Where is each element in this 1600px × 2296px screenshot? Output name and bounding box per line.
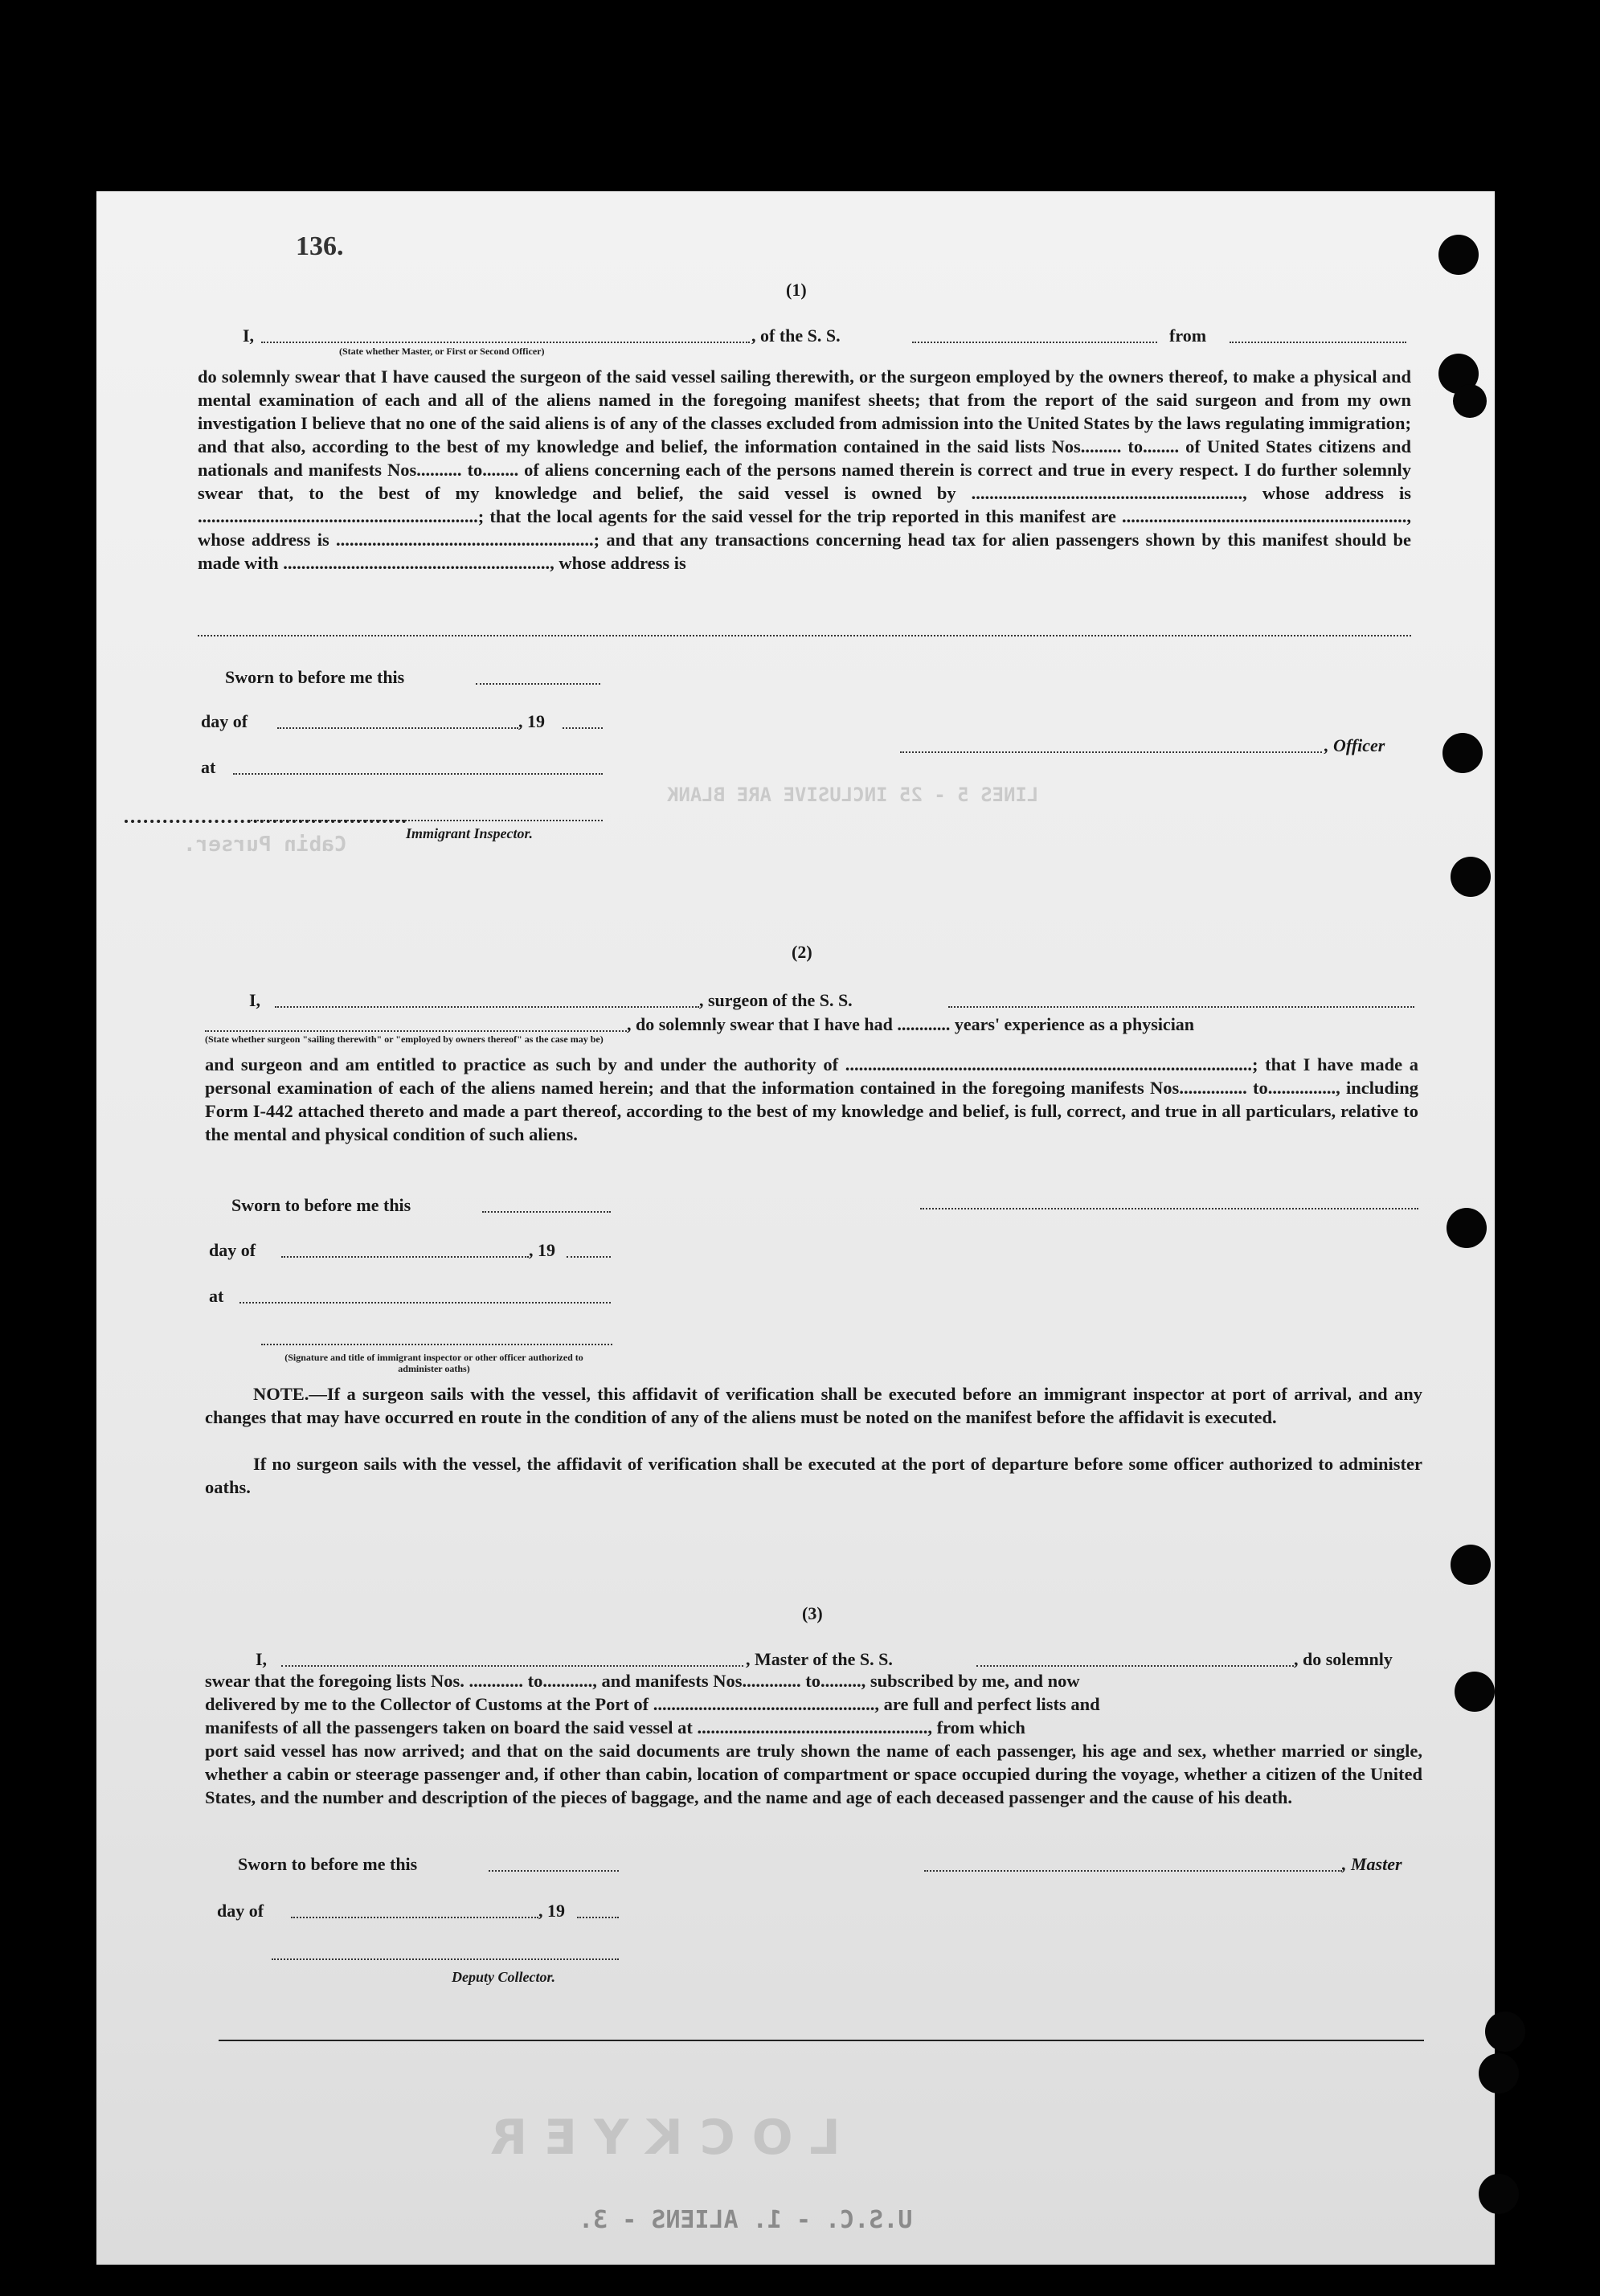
punch-hole [1453,384,1487,418]
day-of-label: day of [201,711,248,731]
surgeon-signature-field[interactable] [920,1208,1418,1209]
field-hint: (State whether surgeon "sailing therewith" or "employed by owners thereof" as the case may be) [205,1033,604,1045]
year-field[interactable] [577,1917,619,1918]
surgeon-of-label: , surgeon of the S. S. [699,990,853,1010]
section-number: (3) [802,1603,823,1623]
payee-address-field[interactable] [198,635,1411,636]
sworn-date-field[interactable] [476,683,600,685]
inspector-signature-field[interactable] [261,1344,612,1345]
year-field[interactable] [567,1256,611,1258]
officer-label: , Officer [1324,735,1385,755]
section-number: (2) [792,942,812,962]
year-label: , 19 [529,1240,555,1260]
surgeon-vessel-field[interactable] [948,1006,1414,1008]
master-prefix: I, [256,1649,268,1669]
inspector-label: Immigrant Inspector. [406,825,534,841]
master-label: , Master [1342,1854,1402,1874]
day-month-field[interactable] [281,1256,529,1258]
punch-hole [1451,857,1491,897]
master-name-field[interactable] [281,1665,743,1667]
punch-hole [1479,2053,1519,2093]
sworn-date-field[interactable] [482,1211,611,1213]
day-month-field[interactable] [291,1917,538,1918]
year-label: , 19 [518,711,545,731]
section3-oath-line: delivered by me to the Collector of Customs at the Port of ................................................., are full and perfect lists and [205,1694,1100,1714]
punch-hole [1438,235,1479,275]
master-vessel-field[interactable] [976,1665,1294,1667]
punch-hole [1485,2012,1525,2052]
section2-oath-text: and surgeon and am entitled to practice as such by and under the authority of ..........................................................................................; that I have made a personal examination of each of the aliens named herein; and that the information contained in the foregoing manifests Nos............... to..............., including Form I-442 attached thereto and made a part thereof, according to the best of my knowledge and belief, is full, correct, and true in all particulars, relative to the mental and physical condition of such aliens. [205,1054,1418,1144]
bleed-through-text: U.S.C. - 1. ALIENS - 3. [579,2206,913,2234]
sworn-label: Sworn to before me this [225,667,405,687]
place-field[interactable] [239,1302,611,1304]
surgeon-name-field[interactable] [275,1006,699,1008]
day-of-label: day of [217,1901,264,1921]
day-month-field[interactable] [277,727,518,729]
punch-hole [1479,2174,1519,2214]
bleed-through-text: LINES 5 - 25 INCLUSIVE ARE BLANK [667,784,1039,806]
at-label: at [201,757,216,777]
place-field[interactable] [233,773,603,775]
punch-hole [1442,733,1483,773]
sworn-date-field[interactable] [489,1870,619,1872]
solemnly-label: , do solemnly [1294,1649,1393,1669]
deputy-signature-field[interactable] [272,1958,619,1960]
declarant-prefix: I, [243,325,255,346]
from-port-field[interactable] [1230,342,1406,343]
faint-stamp: L O C K Y E R [490,2110,841,2166]
punch-hole [1455,1672,1495,1712]
note-paragraph: If no surgeon sails with the vessel, the affidavit of verification shall be executed at the port of departure before some officer authorized to administer oaths. [205,1454,1422,1497]
section3-oath-line: manifests of all the passengers taken on board the said vessel at ..................................................., from which [205,1717,1025,1737]
surgeon-experience-text: , do solemnly swear that I have had ............ years' experience as a physician [627,1014,1195,1034]
surgeon-status-field[interactable] [205,1030,627,1032]
manifest-number: 136. [296,231,344,261]
year-label: , 19 [538,1901,565,1921]
master-signature-field[interactable] [924,1870,1342,1872]
field-hint: (State whether Master, or First or Second Officer) [339,346,545,357]
sworn-label: Sworn to before me this [231,1195,411,1215]
bleed-through-text: Cabin Purser. [183,833,347,857]
officer-name-field[interactable] [261,342,750,343]
note-paragraph: NOTE.—If a surgeon sails with the vessel, this affidavit of verification shall be executed before an immigrant inspector at port of arrival, and any changes that may have occurred en route in the condition of any of the aliens must be noted on the manifest before the affidavit is executed. [205,1384,1422,1427]
signature-hint: (Signature and title of immigrant inspector or other officer authorized to administer oaths) [284,1352,583,1374]
leader-dots [125,820,406,823]
year-field[interactable] [563,727,603,729]
vessel-name-field[interactable] [912,342,1157,343]
punch-hole [1451,1545,1491,1585]
section3-oath-line: port said vessel has now arrived; and that on the said documents are truly shown the name of each passenger, his age and sex, whether married or single, whether a cabin or steerage passenger and, if other than cabin, location of compartment or space occupied during the voyage, whether a citizen of the United States, and the number and description of the pieces of baggage, and the name and age of each deceased passenger and the cause of his death. [205,1741,1422,1807]
punch-hole [1447,1208,1487,1248]
section1-oath-text: do solemnly swear that I have caused the surgeon of the said vessel sailing therewith, or the surgeon employed by the owners thereof, to make a physical and mental examination of each and all of the aliens named in the foregoing manifest sheets; that from the report of the said surgeon and from my own investigation I believe that no one of the said aliens is of any of the classes excluded from admission into the United States by the laws regulating immigration; and that also, according to the best of my knowledge and belief, the information contained in the said lists Nos......... to........ of United States citizens and nationals and manifests Nos.......... to........ of aliens concerning each of the persons named therein is correct and true in every respect. I do further solemnly swear that, to the best of my knowledge and belief, the said vessel is owned by ............................................................, whose address is ..............................................................; that the local agents for the said vessel for the trip reported in this manifest are ..............................................................., whose address is .........................................................; and that any transactions concerning head tax for alien passengers shown by this manifest should be made with ..........................................................., whose address is [198,366,1411,573]
section3-oath-line: swear that the foregoing lists Nos. ............ to..........., and manifests Nos............. to........., subscribed by me, and now [205,1671,1080,1691]
vessel-label: , of the S. S. [751,325,841,346]
master-of-label: , Master of the S. S. [746,1649,893,1669]
deputy-label: Deputy Collector. [452,1969,555,1985]
section-number: (1) [786,280,807,300]
at-label: at [209,1286,224,1306]
day-of-label: day of [209,1240,256,1260]
surgeon-prefix: I, [249,990,261,1010]
sworn-label: Sworn to before me this [238,1854,418,1874]
bottom-rule [219,2040,1424,2041]
officer-signature-field[interactable] [900,751,1322,753]
from-label: from [1169,325,1207,346]
